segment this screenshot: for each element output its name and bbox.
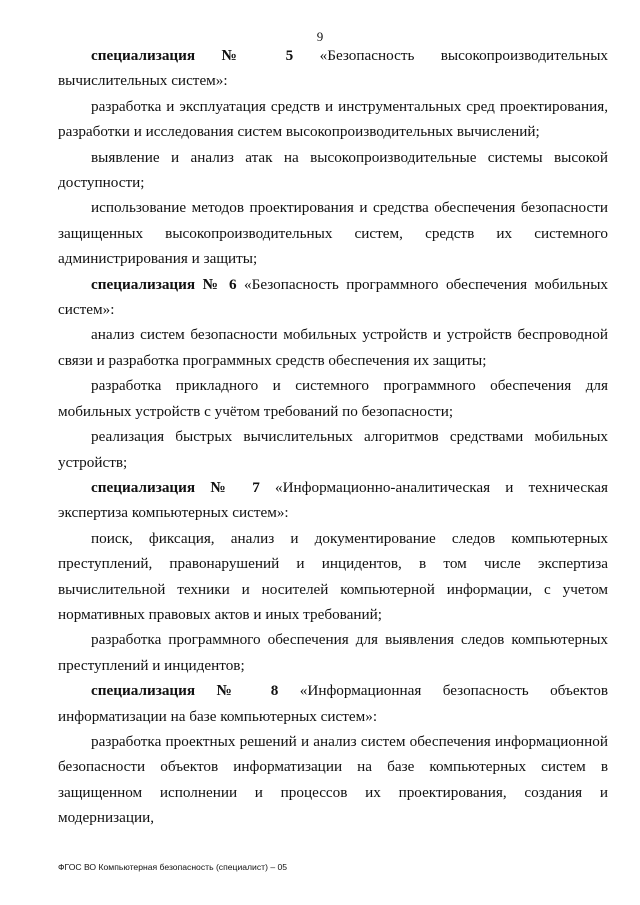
specialization-label: специализация № 6 xyxy=(91,275,237,293)
list-item: реализация быстрых вычислительных алгоритмов средствами мобильных устройств; xyxy=(58,428,608,471)
list-item: использование методов проектирования и средства обеспечения безопасности защищенных высокопроизводительных систем, средств их системного администрирования и защиты; xyxy=(58,199,608,268)
specialization-title: «Безопасность высокопроизводительных вычислительных систем»: xyxy=(58,47,608,90)
specialization-6-heading xyxy=(58,272,608,323)
list-item: анализ систем безопасности мобильных устройств и устройств беспроводной связи и разработка программных средств обеспечения их защиты; xyxy=(58,326,608,369)
list-item: разработка программного обеспечения для выявления следов компьютерных преступлений и инцидентов; xyxy=(58,631,608,674)
list-item: разработка и эксплуатация средств и инструментальных сред проектирования, разработки и исследования систем высокопроизводительных вычислений; xyxy=(58,97,608,141)
specialization-label: специализация № 5 xyxy=(91,47,294,64)
specialization-8-heading xyxy=(58,678,608,729)
list-item: разработка проектных решений и анализ систем обеспечения информационной безопасности объектов информатизации на базе компьютерных систем в защищенном исполнении и процессов их проектирования, создания и модернизации, xyxy=(58,732,608,827)
specialization-label: специализация № 7 xyxy=(91,478,260,496)
document-footer: ФГОС ВО Компьютерная безопасность (специалист) – 05 xyxy=(58,862,288,872)
document-body xyxy=(58,43,608,831)
page-number: 9 xyxy=(316,29,324,44)
list-item: выявление и анализ атак на высокопроизводительные системы высокой доступности; xyxy=(58,148,608,192)
list-item: разработка прикладного и системного программного обеспечения для мобильных устройств с учётом требований по безопасности; xyxy=(58,377,608,420)
specialization-title: «Безопасность программного обеспечения мобильных систем»: xyxy=(58,275,608,319)
specialization-label: специализация № 8 xyxy=(91,682,279,700)
specialization-5-heading xyxy=(58,43,608,94)
list-item: поиск, фиксация, анализ и документирование следов компьютерных преступлений, правонарушений и инцидентов, в том числе экспертиза вычислительной техники и носителей компьютерной информации, с учетом нормативных правовых актов и иных требований; xyxy=(58,529,608,623)
specialization-title: «Информационно-аналитическая и техническая экспертиза компьютерных систем»: xyxy=(58,478,608,522)
specialization-title: «Информационная безопасность объектов информатизации на базе компьютерных систем»: xyxy=(58,682,608,725)
specialization-7-heading xyxy=(58,475,608,526)
